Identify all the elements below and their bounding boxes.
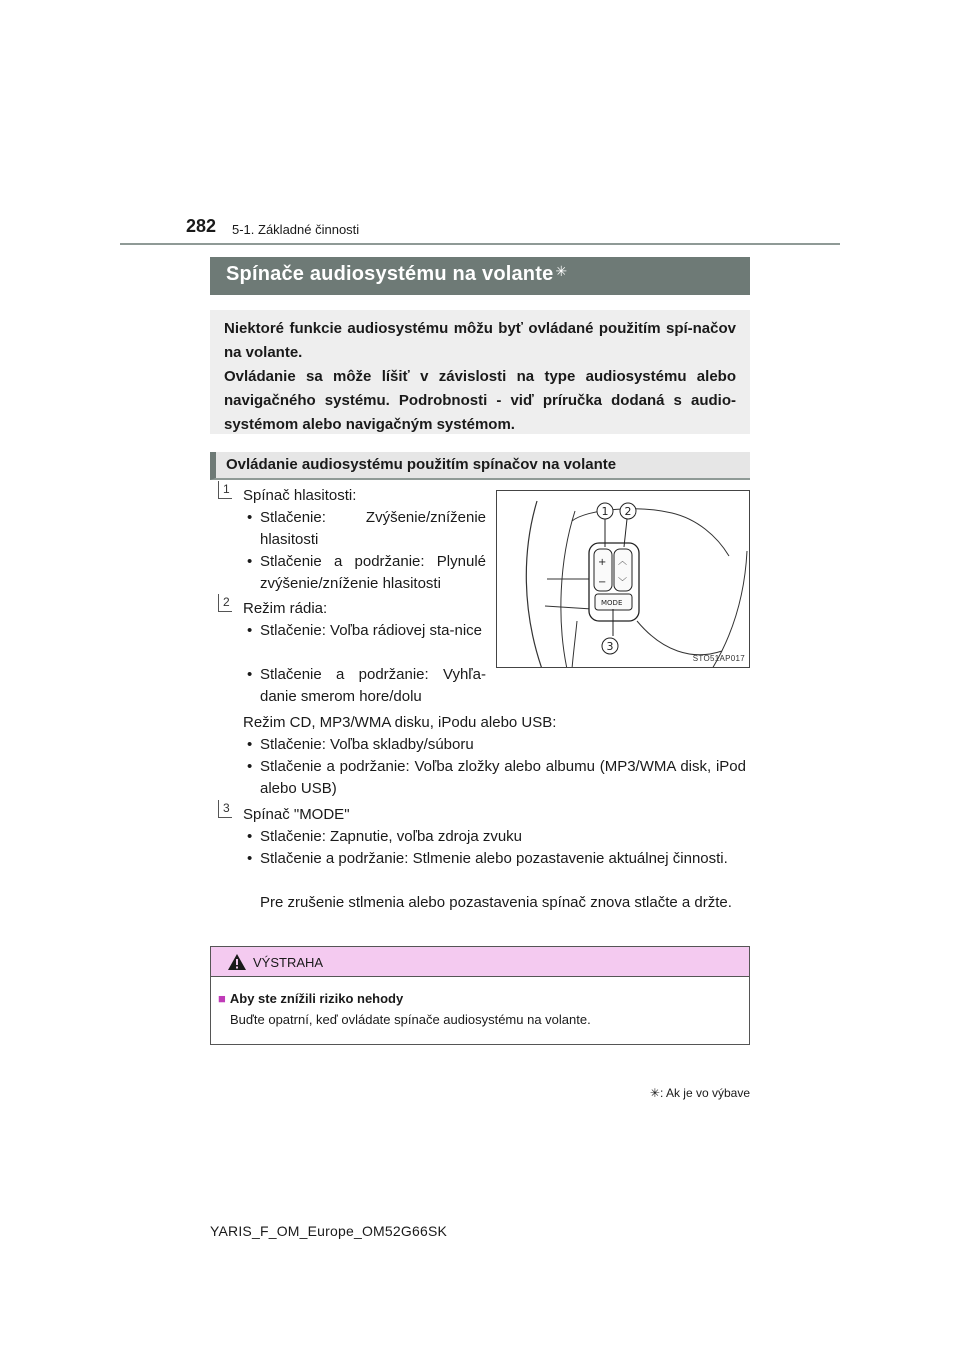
document-code: YARIS_F_OM_Europe_OM52G66SK [210,1223,448,1239]
item-3-bullet-2: • Stlačenie a podržanie: Stlmenie alebo pozastavenie aktuálnej činnosti. [247,850,728,867]
warning-header [211,947,749,977]
item-1-bullet-2: • Stlačenie a podržanie: Plynulé zvýšenie/zníženie hlasitosti [247,553,486,592]
footnote: ✳: Ak je vo výbave [649,1086,750,1100]
svg-text:﹀: ﹀ [618,578,628,588]
steering-wheel-illustration [497,491,750,668]
item-2-title-2: Režim CD, MP3/WMA disku, iPodu alebo USB: [243,714,557,731]
item-2-title: Režim rádia: [243,600,328,617]
title-bar [210,257,750,295]
warning-box [210,946,750,1045]
intro-paragraph-1: Niektoré funkcie audiosystému môžu byť ovládané použitím spí-načov na volante. [224,320,736,361]
item-2-bullet-2: • Stlačenie a podržanie: Vyhľa-danie smerom hore/dolu [247,666,486,705]
asterisk-icon: ✳ [649,1086,660,1100]
intro-box [210,310,750,434]
item-3-bullet-1: • Stlačenie: Zapnutie, voľba zdroja zvuku [247,828,523,845]
item-1-title: Spínač hlasitosti: [243,487,357,504]
figure-code: STO51AP017 [692,654,745,663]
steering-wheel-figure [496,490,750,668]
warning-triangle-icon [227,953,247,971]
page-number: 282 [186,216,217,236]
mode-button-label: MODE [601,599,623,607]
warning-label: VÝSTRAHA [253,955,324,970]
item-number-1: 1 [218,481,232,499]
callout-1: 1 [601,505,609,518]
item-1-bullet-1: • Stlačenie: Zvýšenie/zníženie hlasitosti [247,509,486,548]
item-2-bullet-3: • Stlačenie: Voľba skladby/súboru [247,736,474,753]
header-rule [120,243,840,245]
item-2-bullet-4: • Stlačenie a podržanie: Voľba zložky alebo albumu (MP3/WMA disk, iPod alebo USB) [247,758,746,797]
intro-paragraph-2: Ovládanie sa môže líšiť v závislosti na type audiosystému alebo navigačného systému. Podrobnosti - viď príručka dodaná s audio-systémom alebo navigačným systémom. [224,368,736,433]
callout-2: 2 [624,505,632,518]
svg-text:︿: ︿ [618,557,628,567]
item-3-title: Spínač "MODE" [243,806,350,823]
item-number-2: 2 [218,594,232,612]
subheading: Ovládanie audiosystému použitím spínačov na volante [226,456,617,473]
item-2-bullet-1: • Stlačenie: Voľba rádiovej sta-nice [247,622,483,639]
callout-3: 3 [606,640,614,653]
item-number-3: 3 [218,800,232,818]
svg-text:−: − [598,577,607,588]
section-label: 5-1. Základné činnosti [232,222,360,237]
page-title [226,263,567,286]
svg-text:+: + [598,557,607,568]
page-title-text: Spínače audiosystému na volante [226,263,554,285]
asterisk-icon: ✳ [555,263,568,279]
warning-heading: ■ Aby ste znížili riziko nehody [218,991,404,1006]
warning-body: Buďte opatrní, keď ovládate spínače audiosystému na volante. [230,1012,591,1027]
square-bullet-icon: ■ [218,991,226,1006]
item-3-note: Pre zrušenie stlmenia alebo pozastavenia spínač znova stlačte a držte. [260,894,732,911]
subheading-bar [210,452,750,480]
